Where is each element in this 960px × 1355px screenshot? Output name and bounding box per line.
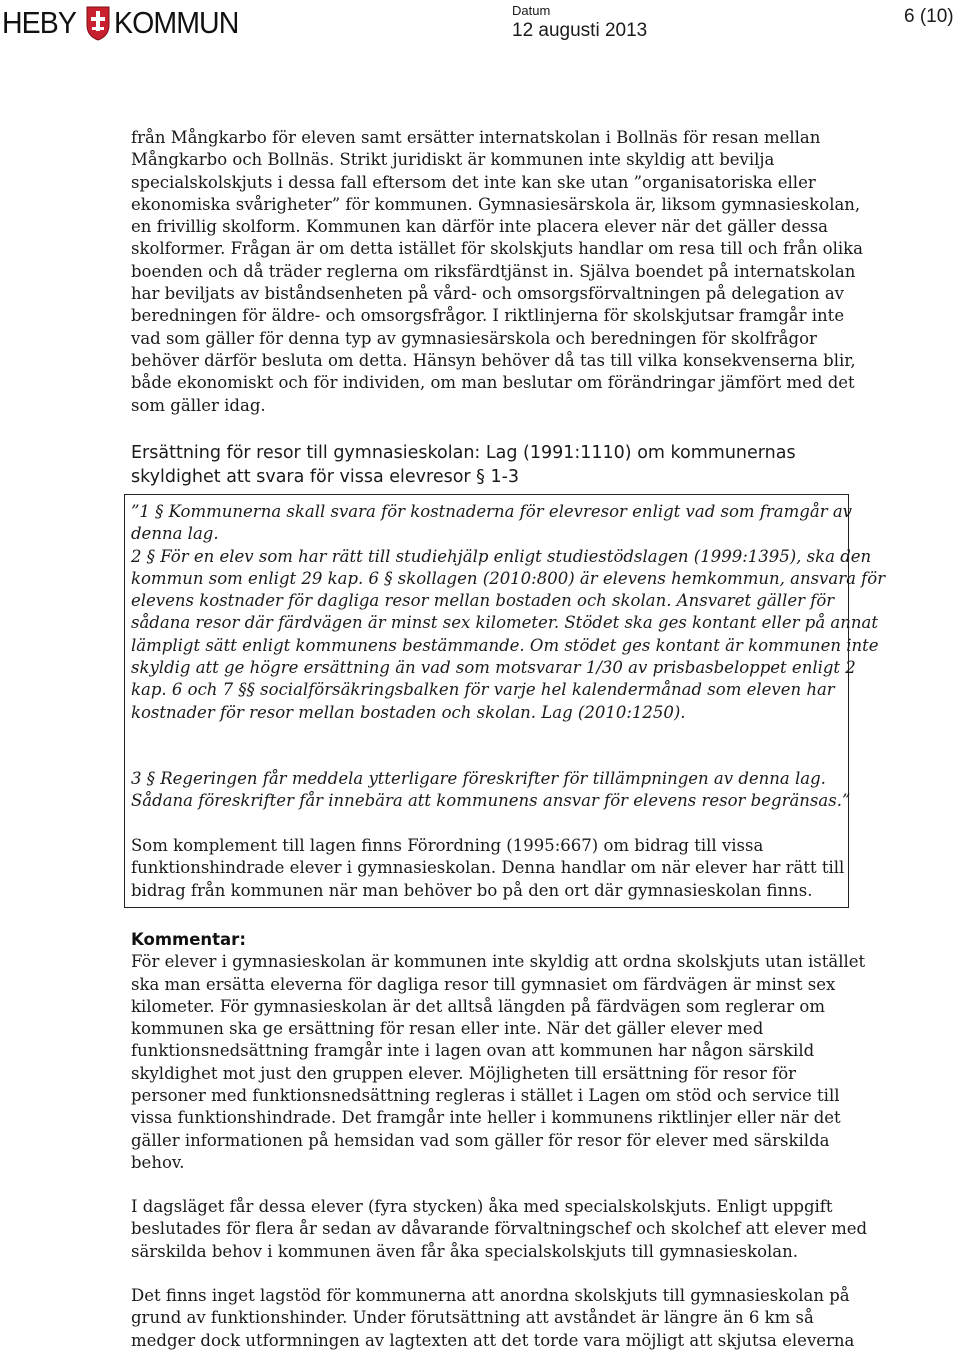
text-line: funktionsnedsättning framgår inte i lagen ovan att kommunen har någon särskild bbox=[131, 1041, 815, 1061]
text-line: boenden och då träder reglerna om riksfärdtjänst in. Själva boendet på internatskolan bbox=[131, 261, 856, 281]
text-line: både ekonomiskt och för individen, om man beslutar om förändringar jämfört med det bbox=[131, 373, 855, 393]
quote-line: elevens kostnader för dagliga resor mellan bostaden och skolan. Ansvaret gäller för bbox=[131, 591, 835, 611]
text-line: kommunen ska ge ersättning för resan eller inte. När det gäller elever med bbox=[131, 1019, 764, 1039]
paragraph-lagstod bbox=[131, 1285, 855, 1352]
coat-of-arms-icon bbox=[85, 5, 111, 41]
kommentar-heading: Kommentar: bbox=[131, 930, 246, 949]
text-line: gäller informationen på hemsidan vad som gäller för resor för elever med särskilda bbox=[131, 1130, 830, 1150]
paragraph-intro bbox=[131, 127, 864, 417]
quote-line: skyldig att ge högre ersättning än vad som motsvarar 1/30 av prisbasbeloppet enligt 2 bbox=[131, 658, 856, 678]
text-line: vissa funktionshindrade. Det framgår inte heller i kommunens riktlinjer eller när det bbox=[131, 1108, 841, 1128]
text-line: personer med funktionsnedsättning regleras i stället i Lagen om stöd och service till bbox=[131, 1086, 840, 1106]
quote-line: funktionshindrade elever i gymnasieskolan. Denna handlar om när elever har rätt till bbox=[131, 858, 845, 878]
heby-kommun-logo bbox=[2, 3, 250, 43]
quote-line: 2 § För en elev som har rätt till studiehjälp enligt studiestödslagen (1999:1395), ska den bbox=[131, 546, 872, 566]
text-line: Mångkarbo och Bollnäs. Strikt juridiskt är kommunen inte skyldig att bevilja bbox=[131, 150, 775, 170]
text-line: specialskolskjuts i dessa fall eftersom det inte kan ske utan ”organisatoriska eller bbox=[131, 172, 816, 192]
quote-line: 3 § Regeringen får meddela ytterligare föreskrifter för tillämpningen av denna lag. bbox=[131, 769, 826, 788]
text-line: skolformer. Frågan är om detta istället för skolskjuts handlar om resa till och från olika bbox=[131, 239, 864, 259]
quote-paragraph-1-2 bbox=[131, 501, 886, 724]
quote-line: bidrag från kommunen när man behöver bo på den ort där gymnasieskolan finns. bbox=[131, 880, 813, 900]
quote-line: sådana resor där färdvägen är minst sex kilometer. Stödet ska ges kontant eller på annat bbox=[131, 613, 878, 633]
paragraph-dagslaget bbox=[131, 1196, 868, 1263]
text-line: vad som gäller för denna typ av gymnasiesärskola och beredningen för skolfrågor bbox=[131, 328, 817, 348]
quote-line: ”1 § Kommunerna skall svara för kostnaderna för elevresor enligt vad som framgår av bbox=[131, 502, 852, 521]
heading-line: skyldighet att svara för vissa elevresor § 1-3 bbox=[131, 467, 520, 487]
law-quote-box bbox=[124, 494, 886, 908]
text-line: har beviljats av biståndsenheten på vård- och omsorgsförvaltningen på delegation av bbox=[131, 284, 845, 304]
text-line: behöver därför besluta om detta. Hänsyn behöver då tas till vilka konsekvenserna blir, bbox=[131, 350, 856, 370]
date-label: Datum bbox=[512, 3, 551, 18]
text-line: ekonomiska svårigheter” för kommunen. Gymnasiesärskola är, liksom gymnasieskolan, bbox=[131, 194, 861, 214]
text-line: beredningen för äldre- och omsorgsfrågor. I riktlinjerna för skolskjutsar framgår inte bbox=[131, 306, 845, 326]
page-header bbox=[0, 0, 960, 48]
text-line: I dagsläget får dessa elever (fyra stycken) åka med specialskolskjuts. Enligt uppgift bbox=[131, 1197, 833, 1216]
page-number: 6 (10) bbox=[904, 6, 954, 27]
section-heading bbox=[131, 441, 845, 489]
quote-line: kostnader för resor mellan bostaden och skolan. Lag (2010:1250). bbox=[131, 702, 686, 722]
quote-line: lämpligt sätt enligt kommunens bestämmande. Om stödet ges kontant är kommunen inte bbox=[131, 635, 879, 655]
heading-line: Ersättning för resor till gymnasieskolan: Lag (1991:1110) om kommunernas bbox=[131, 443, 796, 463]
text-line: behov. bbox=[131, 1152, 185, 1172]
text-line: särskilda behov i kommunen även får åka specialskolskjuts till gymnasieskolan. bbox=[131, 1241, 798, 1261]
date-value: 12 augusti 2013 bbox=[512, 20, 648, 41]
text-line: ska man ersätta eleverna för dagliga resor till gymnasiet om färdvägen är minst sex bbox=[131, 974, 836, 994]
text-line: beslutades för flera år sedan av dåvarande förvaltningschef och skolchef att elever med bbox=[131, 1219, 868, 1239]
quote-line: Sådana föreskrifter får innebära att kommunens ansvar för elevens resor begränsas.” bbox=[131, 791, 851, 811]
quote-line: kap. 6 och 7 §§ socialförsäkringsbalken för varje hel kalendermånad som eleven har bbox=[131, 680, 835, 700]
paragraph-kommentar bbox=[131, 929, 866, 1174]
quote-supplement bbox=[131, 835, 843, 902]
text-line: skyldighet mot just den gruppen elever. Möjligheten till ersättning för resor för bbox=[131, 1063, 797, 1083]
text-line: För elever i gymnasieskolan är kommunen inte skyldig att ordna skolskjuts utan istället bbox=[131, 952, 866, 972]
quote-line: kommun som enligt 29 kap. 6 § skollagen (2010:800) är elevens hemkommun, ansvara för bbox=[131, 568, 886, 588]
text-line: medger dock utformningen av lagtexten att det torde vara möjligt att skjutsa eleverna bbox=[131, 1330, 855, 1350]
text-line: en frivillig skolform. Kommunen kan därför inte placera elever när det gäller dessa bbox=[131, 217, 829, 237]
logo-text-left: HEBY bbox=[2, 5, 76, 40]
text-line: kilometer. För gymnasieskolan är det alltså längden på färdvägen som reglerar om bbox=[131, 996, 825, 1016]
text-line: Det finns inget lagstöd för kommunerna att anordna skolskjuts till gymnasieskolan på bbox=[131, 1286, 850, 1305]
text-line: från Mångkarbo för eleven samt ersätter internatskolan i Bollnäs för resan mellan bbox=[131, 128, 821, 147]
text-line: som gäller idag. bbox=[131, 395, 266, 415]
quote-line: denna lag. bbox=[131, 524, 219, 544]
logo-text-right: KOMMUN bbox=[114, 5, 239, 40]
quote-line: Som komplement till lagen finns Förordning (1995:667) om bidrag till vissa bbox=[131, 836, 764, 855]
text-line: grund av funktionshinder. Under förutsättning att avståndet är längre än 6 km så bbox=[131, 1308, 814, 1328]
quote-paragraph-3 bbox=[131, 768, 851, 813]
